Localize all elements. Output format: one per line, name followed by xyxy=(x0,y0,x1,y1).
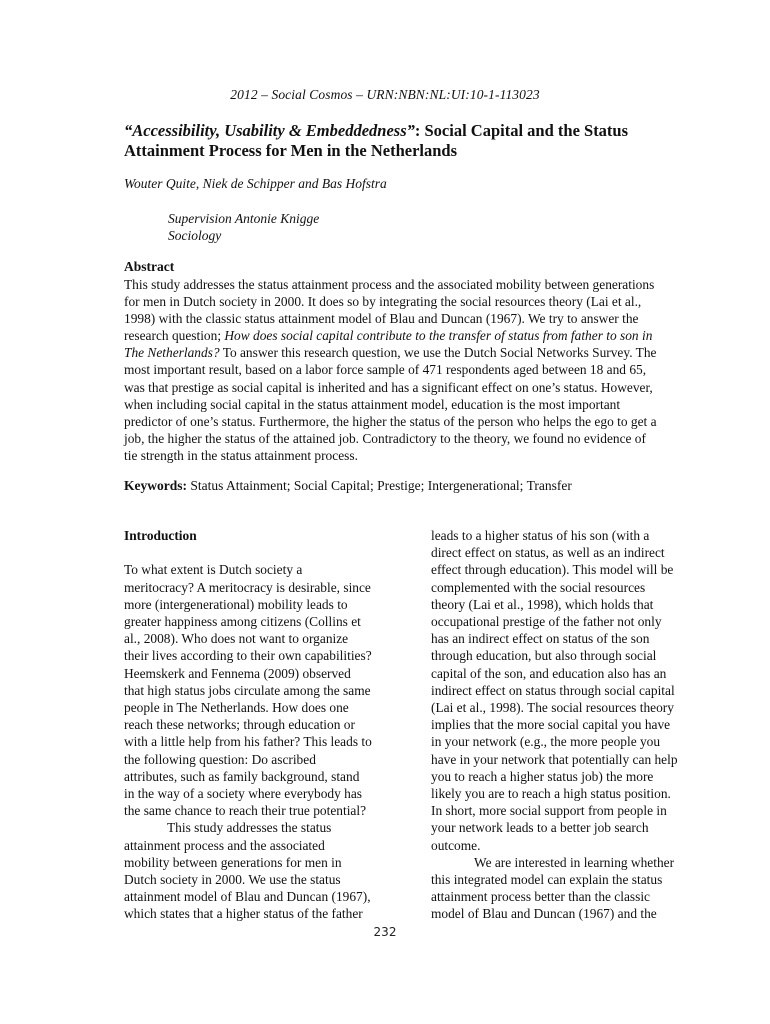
body-text-line: the following question: Do ascribed xyxy=(124,751,316,767)
abstract-line: 1998) with the classic status attainment model of Blau and Duncan (1967). We try to answer the xyxy=(124,311,639,327)
question-follow: To answer this research question, we use the Dutch Social Networks Survey. The xyxy=(219,345,657,361)
body-text-line: implies that the more social capital you have xyxy=(431,717,671,733)
right-column-text xyxy=(431,527,701,923)
supervisor-line: Supervision Antonie Knigge xyxy=(168,211,320,226)
body-text-line: which states that a higher status of the father xyxy=(124,906,363,922)
body-text-line: the same chance to reach their true potential? xyxy=(124,803,367,819)
body-text-line: your network leads to a better job search xyxy=(431,820,649,836)
body-text-line: have in your network that potentially can help xyxy=(431,751,678,767)
department-line: Sociology xyxy=(168,228,222,243)
body-text-line: that high status jobs circulate among the same xyxy=(124,682,371,698)
keywords-label: Keywords: xyxy=(124,478,187,493)
body-text-line: attributes, such as family background, stand xyxy=(124,768,360,784)
abstract-line: was that prestige as social capital is inherited and has a significant effect on one’s status. However, xyxy=(124,379,653,395)
keywords xyxy=(124,478,572,494)
question-lead: research question; xyxy=(124,328,225,344)
title-rest: : Social Capital and the Status xyxy=(414,121,629,140)
body-text-line: This study addresses the status xyxy=(167,820,332,836)
body-text-line: more (intergenerational) mobility leads to xyxy=(124,596,348,612)
body-text-line: In short, more social support from people in xyxy=(431,803,667,819)
abstract-line: job, the higher the status of the attained job. Contradictory to the theory, we found no evidence of xyxy=(124,430,646,446)
abstract-line: most important result, based on a labor force sample of 471 respondents aged between 18 and 65, xyxy=(124,362,647,378)
body-text-line: their lives according to their own capabilities? xyxy=(124,648,372,664)
body-text-line: attainment model of Blau and Duncan (1967), xyxy=(124,889,371,905)
abstract-line: This study addresses the status attainment process and the associated mobility between generations xyxy=(124,277,655,292)
body-text-line: likely you are to reach a high status position. xyxy=(431,786,671,802)
body-text-line: through education, but also through social xyxy=(431,648,657,664)
body-text-line: mobility between generations for men in xyxy=(124,854,342,870)
body-text-line: Dutch society in 2000. We use the status xyxy=(124,872,341,888)
body-text-line: leads to a higher status of his son (with a xyxy=(431,528,650,543)
body-text-line: you to reach a higher status job) the more xyxy=(431,768,654,784)
body-text-line: We are interested in learning whether xyxy=(474,854,675,870)
body-text-line: attainment process better than the classic xyxy=(431,889,651,905)
body-text-line: effect through education). This model will be xyxy=(431,562,674,578)
body-text-line: reach these networks; through education or xyxy=(124,717,355,733)
page-number: 232 xyxy=(373,925,397,939)
keywords-value: Status Attainment; Social Capital; Prestige; Intergenerational; Transfer xyxy=(187,478,572,493)
abstract-body xyxy=(124,276,694,464)
abstract-line: when including social capital in the status attainment model, education is the most important xyxy=(124,396,621,412)
body-text-line: indirect effect on status through social capital xyxy=(431,682,675,698)
body-text-line: outcome. xyxy=(431,837,481,853)
body-text-line: in your network (e.g., the more people you xyxy=(431,734,661,750)
body-text-line: in the way of a society where everybody has xyxy=(124,786,362,802)
abstract-line: tie strength in the status attainment process. xyxy=(124,447,358,463)
abstract-line-question xyxy=(124,327,694,344)
body-text-line: Heemskerk and Fennema (2009) observed xyxy=(124,665,351,681)
body-text-line: theory (Lai et al., 1998), which holds that xyxy=(431,596,654,612)
paper-title xyxy=(124,121,664,161)
body-text-line: has an indirect effect on status of the son xyxy=(431,631,650,647)
body-text-line: direct effect on status, as well as an indirect xyxy=(431,545,665,561)
body-text-line: this integrated model can explain the status xyxy=(431,872,663,888)
body-text-line: model of Blau and Duncan (1967) and the xyxy=(431,906,657,922)
body-text-line: with a little help from his father? This leads to xyxy=(124,734,372,750)
body-text-line: greater happiness among citizens (Collins et xyxy=(124,614,361,629)
right-column xyxy=(431,527,701,923)
title-line-2: Attainment Process for Men in the Netherlands xyxy=(124,141,458,160)
abstract-line: for men in Dutch society in 2000. It does so by integrating the social resources theory (Lai et al., xyxy=(124,294,642,310)
left-column xyxy=(124,527,394,923)
body-text-line: To what extent is Dutch society a xyxy=(124,562,303,578)
body-text-line: (Lai et al., 1998). The social resources theory xyxy=(431,700,674,716)
body-text-line: attainment process and the associated xyxy=(124,837,325,853)
body-text-line: meritocracy? A meritocracy is desirable, since xyxy=(124,579,371,595)
abstract-line: predictor of one’s status. Furthermore, the higher the status of the person who helps the ego to get a xyxy=(124,413,657,429)
research-question: How does social capital contribute to the transfer of status from father to son in xyxy=(224,328,653,344)
abstract-heading: Abstract xyxy=(124,259,175,274)
abstract-line xyxy=(124,344,694,361)
introduction-heading: Introduction xyxy=(124,528,197,543)
title-quoted-part: “Accessibility, Usability & Embeddedness” xyxy=(124,121,415,140)
body-text-line: complemented with the social resources xyxy=(431,579,646,595)
research-question-end: The Netherlands? xyxy=(124,345,220,361)
supervision-block xyxy=(168,210,319,244)
author-list: Wouter Quite, Niek de Schipper and Bas Hofstra xyxy=(124,176,387,191)
body-text-line: al., 2008). Who does not want to organize xyxy=(124,631,349,647)
left-column-text xyxy=(124,561,394,922)
body-text-line: occupational prestige of the father not only xyxy=(431,614,662,630)
running-head: 2012 – Social Cosmos – URN:NBN:NL:UI:10-1-113023 xyxy=(230,87,540,102)
body-text-line: capital of the son, and education also has an xyxy=(431,665,667,681)
body-text-line: people in The Netherlands. How does one xyxy=(124,700,349,716)
